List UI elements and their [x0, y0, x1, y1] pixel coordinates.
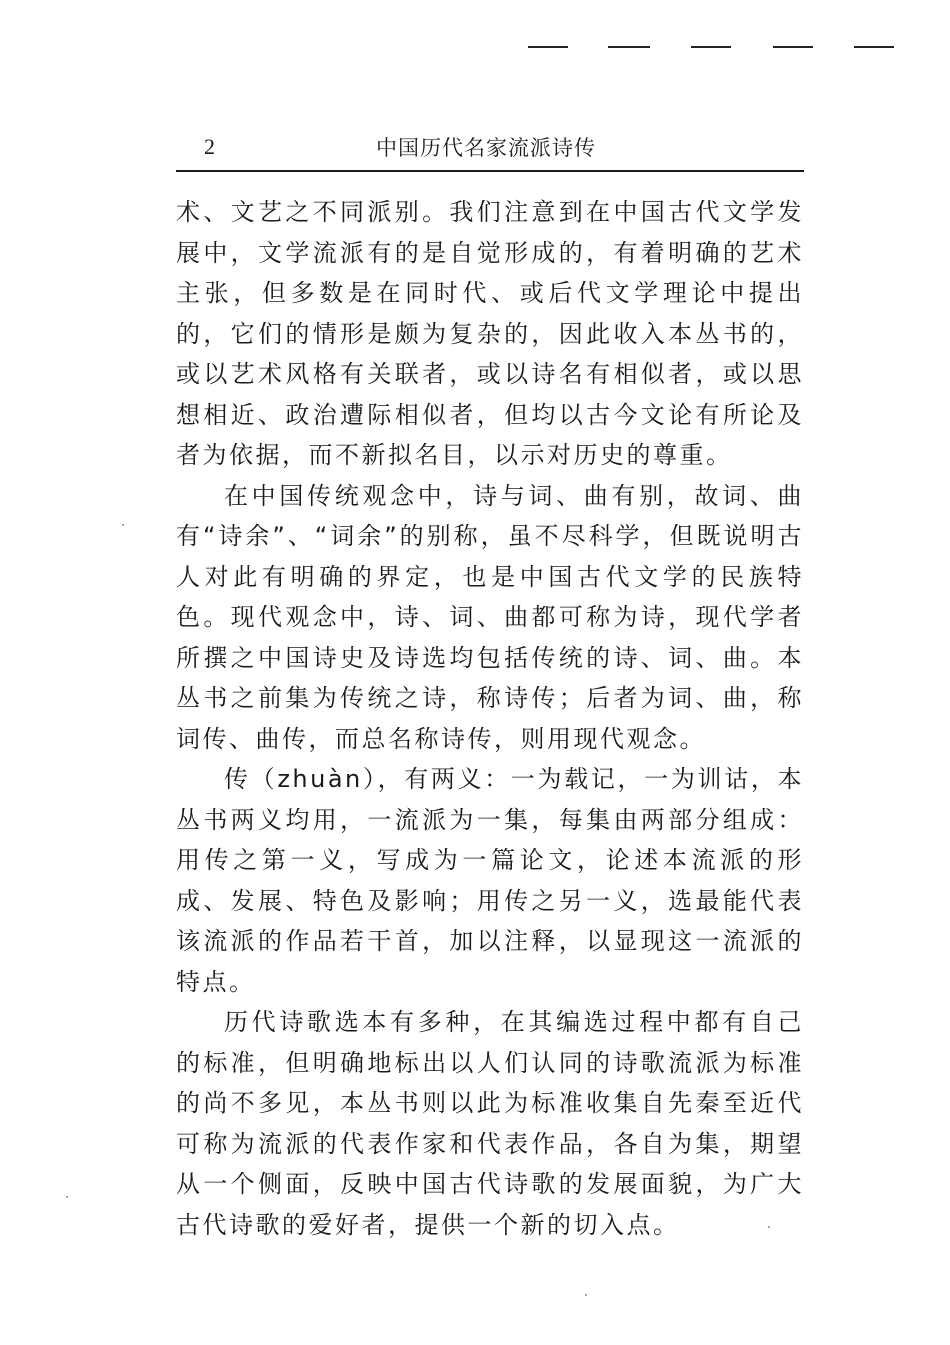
top-edge-dash-marks — [528, 46, 948, 48]
scan-speck — [585, 1294, 587, 1296]
scan-speck — [122, 524, 124, 526]
paragraph-4: 历代诗歌选本有多种，在其编选过程中都有自己的标准，但明确地标出以人们认同的诗歌流派为标准的尚不多见，本丛书则以此为标准收集自先秦至近代可称为流派的代表作家和代表作品，各自为集，期望从一个侧面，反映中国古代诗歌的发展面貌，为广大古代诗歌的爱好者，提供一个新的切入点。 — [176, 1008, 804, 1239]
paragraph-3: 传（zhuàn），有两义：一为载记，一为训诂，本丛书两义均用，一流派为一集，每集由两部分组成：用传之第一义，写成为一篇论文，论述本流派的形成、发展、特色及影响；用传之另一义，选最能代表该流派的作品若干首，加以注释，以显现这一流派的特点。 — [176, 765, 804, 996]
page-header — [176, 130, 804, 166]
running-title: 中国历代名家流派诗传 — [376, 136, 596, 160]
header-rule — [176, 170, 804, 172]
scan-speck — [768, 1226, 770, 1228]
body-text — [176, 192, 804, 1245]
scan-speck — [66, 1196, 68, 1198]
paragraph-1: 术、文艺之不同派别。我们注意到在中国古代文学发展中，文学流派有的是自觉形成的，有着明确的艺术主张，但多数是在同时代、或后代文学理论中提出的，它们的情形是颇为复杂的，因此收入本丛书的，或以艺术风格有关联者，或以诗名有相似者，或以思想相近、政治遭际相似者，但均以古今文论有所论及者为依据，而不新拟名目，以示对历史的尊重。 — [176, 198, 804, 469]
page-number: 2 — [204, 134, 215, 159]
paragraph-2: 在中国传统观念中，诗与词、曲有别，故词、曲有“诗余”、“词余”的别称，虽不尽科学，但既说明古人对此有明确的界定，也是中国古代文学的民族特色。现代观念中，诗、词、曲都可称为诗，现代学者所撰之中国诗史及诗选均包括传统的诗、词、曲。本丛书之前集为传统之诗，称诗传；后者为词、曲，称词传、曲传，而总名称诗传，则用现代观念。 — [176, 481, 804, 753]
